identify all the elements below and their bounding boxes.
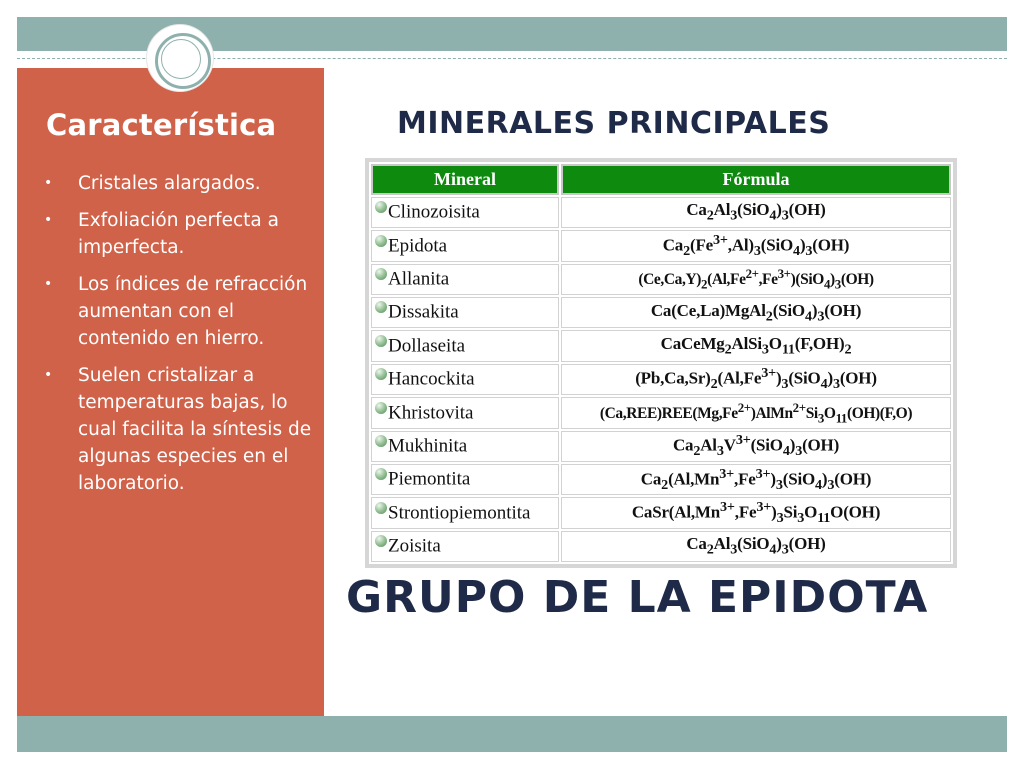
column-header-formula: Fórmula <box>561 164 951 195</box>
bullet-dot-icon: • <box>44 367 53 383</box>
green-bullet-icon <box>375 201 387 213</box>
mineral-cell <box>371 230 559 261</box>
mineral-name: Piemontita <box>388 468 471 490</box>
table-row <box>371 531 951 562</box>
mineral-cell <box>371 531 559 562</box>
table-header-row <box>371 164 951 195</box>
mineral-cell <box>371 431 559 462</box>
green-bullet-icon <box>375 301 387 313</box>
list-item-text: Suelen cristalizar a temperaturas bajas, lo cual facilita la síntesis de algunas especies en el laboratorio. <box>78 365 312 494</box>
green-bullet-icon <box>375 402 387 414</box>
green-bullet-icon <box>375 368 387 380</box>
green-bullet-icon <box>375 468 387 480</box>
table-row <box>371 230 951 261</box>
mineral-name: Epidota <box>388 235 448 257</box>
table-row <box>371 464 951 495</box>
mineral-cell <box>371 197 559 228</box>
list-item-text: Cristales alargados. <box>78 173 261 194</box>
mineral-cell <box>371 264 559 295</box>
list-item-text: Los índices de refracción aumentan con el contenido en hierro. <box>78 274 308 349</box>
formula-cell: $(Ca,REE)REE(Mg,Fe^{2+})AlMn^{2+}Si_3O_{11}(OH)(F,O)$ <box>561 397 951 428</box>
formula-cell: $Ca_2(Al,Mn^{3+},Fe^{3+})_3(SiO_4)_3(OH)$ <box>561 464 951 495</box>
formula-cell: $(Pb,Ca,Sr)_2(Al,Fe^{3+})_3(SiO_4)_3(OH)$ <box>561 364 951 395</box>
table-body <box>371 197 951 562</box>
table-row <box>371 297 951 328</box>
slide-subtitle: GRUPO DE LA EPIDOTA <box>346 572 929 623</box>
mineral-name: Strontiopiemontita <box>388 502 531 524</box>
mineral-name: Clinozoisita <box>388 202 480 223</box>
table-row <box>371 330 951 361</box>
mineral-name: Zoisita <box>388 535 441 557</box>
formula-cell: $Ca(Ce,La)MgAl_2(SiO_4)_3(OH)$ <box>561 297 951 328</box>
mineral-name: Dollaseita <box>388 335 466 357</box>
table-row <box>371 364 951 395</box>
formula-cell: $CaCeMg_2AlSi_3O_{11}(F,OH)_2$ <box>561 330 951 361</box>
mineral-name: Hancockita <box>388 368 475 390</box>
formula-cell: $(Ce,Ca,Y)_2(Al,Fe^{2+},Fe^{3+})(SiO_4)_3(OH)$ <box>561 264 951 295</box>
table-row <box>371 497 951 528</box>
list-item <box>44 207 314 261</box>
minerals-table-frame <box>365 158 957 568</box>
formula-cell: $Ca_2Al_3V^{3+}(SiO_4)_3(OH)$ <box>561 431 951 462</box>
mineral-name: Mukhinita <box>388 435 468 457</box>
ring-ornament-icon <box>147 25 213 91</box>
list-item <box>44 170 314 197</box>
mineral-cell <box>371 497 559 528</box>
minerals-table <box>369 162 953 564</box>
mineral-cell <box>371 330 559 361</box>
table-row <box>371 197 951 228</box>
green-bullet-icon <box>375 268 387 280</box>
mineral-cell <box>371 364 559 395</box>
column-header-mineral: Mineral <box>371 164 559 195</box>
list-item <box>44 271 314 352</box>
mineral-cell <box>371 397 559 428</box>
bullet-dot-icon: • <box>44 175 53 191</box>
green-bullet-icon <box>375 235 387 247</box>
formula-cell: $Ca_2Al_3(SiO_4)_3(OH)$ <box>561 531 951 562</box>
list-item <box>44 362 314 497</box>
mineral-name: Khristovita <box>388 402 474 424</box>
mineral-name: Dissakita <box>388 302 459 324</box>
panel-heading: Característica <box>46 108 277 142</box>
list-item-text: Exfoliación perfecta a imperfecta. <box>78 210 279 258</box>
green-bullet-icon <box>375 335 387 347</box>
green-bullet-icon <box>375 535 387 547</box>
characteristics-list <box>44 170 314 507</box>
formula-cell: $Ca_2(Fe^{3+},Al)_3(SiO_4)_3(OH)$ <box>561 230 951 261</box>
formula-cell: $CaSr(Al,Mn^{3+},Fe^{3+})_3Si_3O_{11}O(OH)$ <box>561 497 951 528</box>
bullet-dot-icon: • <box>44 276 53 292</box>
formula-cell: $Ca_2Al_3(SiO_4)_3(OH)$ <box>561 197 951 228</box>
bottom-decorative-bar <box>17 716 1007 752</box>
bullet-dot-icon: • <box>44 212 53 228</box>
mineral-cell <box>371 464 559 495</box>
table-row <box>371 431 951 462</box>
mineral-name: Allanita <box>388 268 450 290</box>
main-title: MINERALES PRINCIPALES <box>397 106 831 141</box>
mineral-cell <box>371 297 559 328</box>
green-bullet-icon <box>375 435 387 447</box>
table-row <box>371 264 951 295</box>
green-bullet-icon <box>375 502 387 514</box>
table-row <box>371 397 951 428</box>
